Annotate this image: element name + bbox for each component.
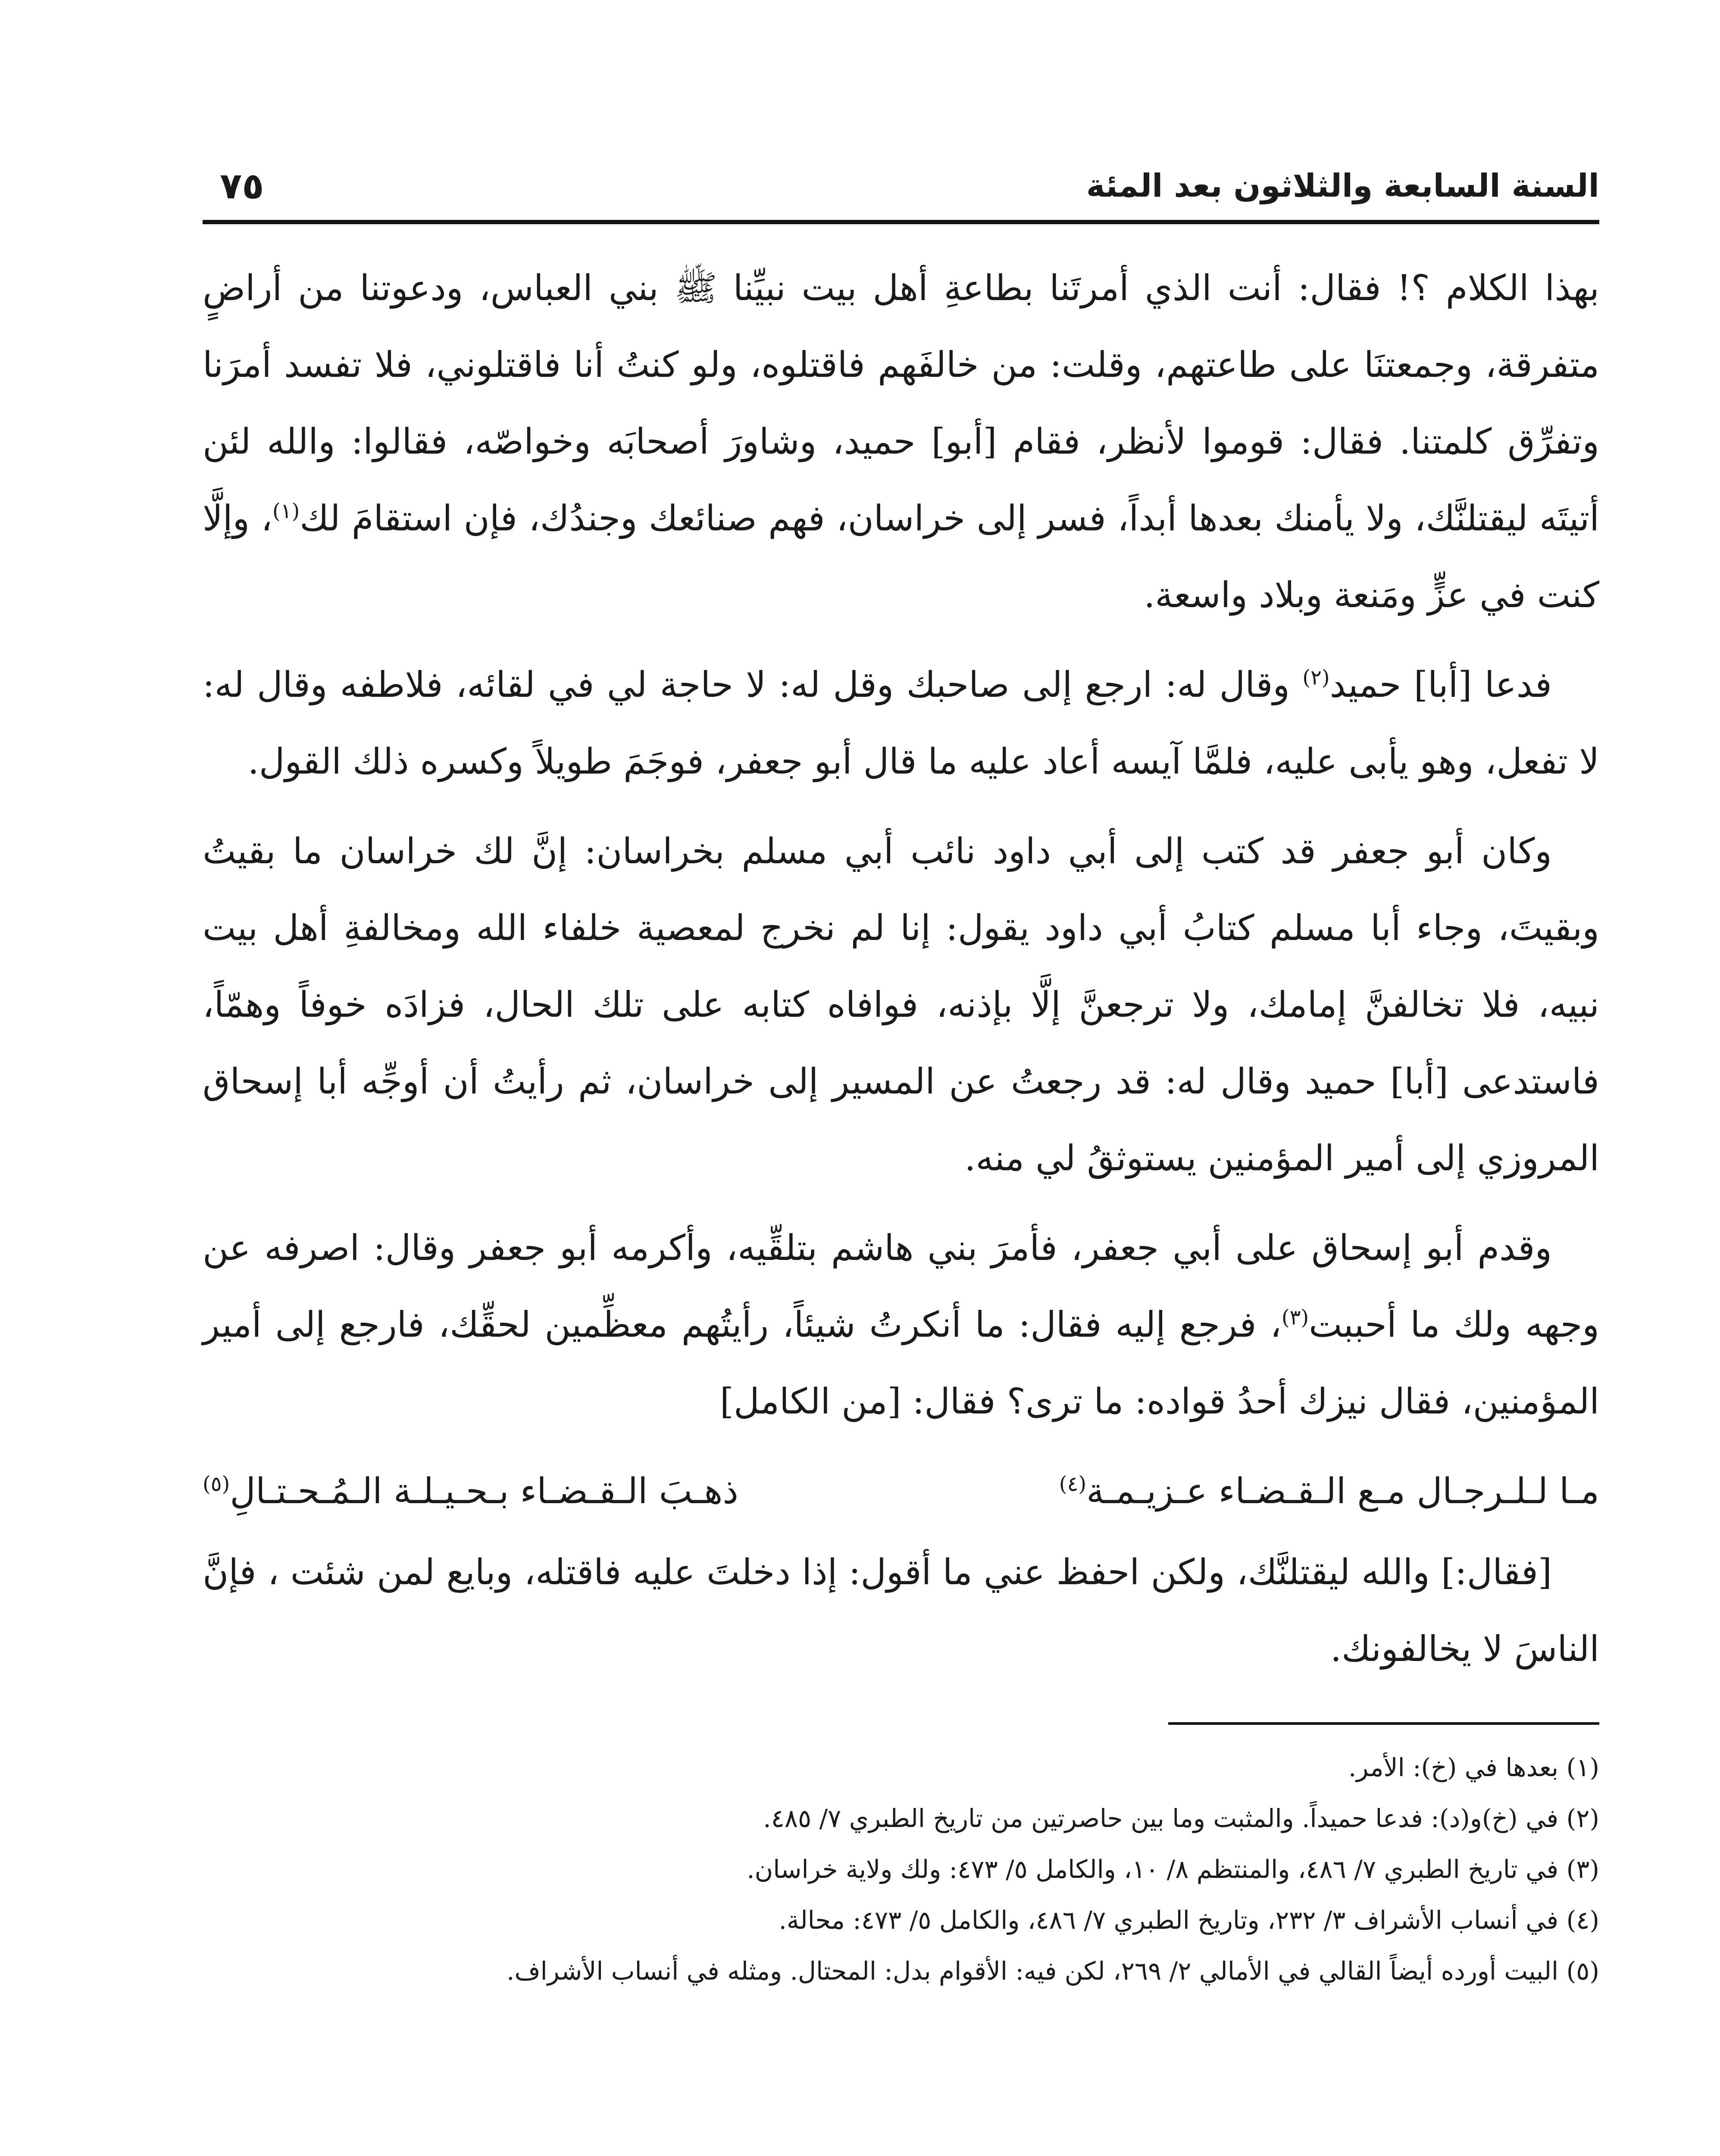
running-title: السنة السابعة والثلاثون بعد المئة — [1086, 167, 1599, 204]
paragraph-text: بهذا الكلام ؟! فقال: أنت الذي أمرتَنا بطاعةِ أهل بيت نبيِّنا ﷺ بني العباس، ودعوتنا من أراضٍ متفرقة، وجمعتنَا على طاعتهم، وقلت: من خالفَهم فاقتلوه، ولو كنتُ أنا فاقتلوني، فلا تفسد أمرَنا وتفرِّق كلمتنا. فقال: قوموا لأنظر، فقام [أبو] حميد، وشاورَ أصحابَه وخواصّه، فقالوا: والله لئن أتيتَه ليقتلنَّك، ولا يأمنك بعدها أبداً، فسر إلى خراسان، فهم صنائعك وجندُك، فإن استقامَ لك — [203, 268, 1599, 539]
footnote-5: (٥) البيت أورده أيضاً القالي في الأمالي ٢/ ٢٦٩، لكن فيه: الأقوام بدل: المحتال. ومثله في أنساب الأشراف. — [507, 1956, 1599, 1986]
footnote-separator — [1168, 1722, 1599, 1725]
page-header — [203, 142, 1599, 224]
footnote-4: (٤) في أنساب الأشراف ٣/ ٢٣٢، وتاريخ الطبري ٧/ ٤٨٦، والكامل ٥/ ٤٧٣: محالة. — [779, 1905, 1599, 1935]
main-text — [203, 250, 1599, 1688]
paragraph-text: وكان أبو جعفر قد كتب إلى أبي داود نائب أبي مسلم بخراسان: إنَّ لك خراسان ما بقيتُ وبقيتَ، وجاء أبا مسلم كتابُ أبي داود يقول: إنا لم نخرج لمعصية خلفاء الله ومخالفةِ أهل بيت نبيه، فلا تخالفنَّ إمامك، ولا ترجعنَّ إلَّا بإذنه، فوافاه كتابه على تلك الحال، فزادَه خوفاً وهمّاً، فاستدعى [أبا] حميد وقال له: قد رجعتُ عن المسير إلى خراسان، ثم رأيتُ أن أوجِّه أبا إسحاق المروزي إلى أمير المؤمنين يستوثقُ لي منه. — [203, 831, 1599, 1179]
hemistich-text: ذهـبَ الـقـضـاء بـحـيـلـة الـمُـحـتـالِ — [230, 1471, 738, 1512]
footnote-marker-1: (١) — [272, 499, 300, 523]
paragraph-text: وقدم أبو إسحاق على أبي جعفر، فأمرَ بني هاشم بتلقِّيه، وأكرمه أبو جعفر وقال: اصرفه عن وجهه ولك ما أحببت — [203, 1228, 1599, 1345]
paragraph-1 — [203, 250, 1599, 634]
footnote-3: (٣) في تاريخ الطبري ٧/ ٤٨٦، والمنتظم ٨/ ١٠، والكامل ٥/ ٤٧٣: ولك ولاية خراسان. — [747, 1855, 1599, 1884]
paragraph-2 — [203, 647, 1599, 800]
paragraph-text: فدعا [أبا] حميد — [1329, 664, 1552, 705]
footnotes — [203, 1742, 1599, 1996]
paragraph-4 — [203, 1210, 1599, 1440]
poem-verse — [203, 1453, 1599, 1530]
paragraph-3 — [203, 813, 1599, 1197]
paragraph-text: ، وإلَّا كنت في عزٍّ ومَنعة وبلاد واسعة. — [203, 498, 1599, 616]
poem-first-hemistich — [1059, 1453, 1599, 1530]
footnote-marker-3: (٣) — [1281, 1305, 1309, 1330]
hemistich-text: مـا لـلـرجـال مـع الـقـضـاء عـزيـمـة — [1086, 1471, 1599, 1512]
page-number: ٧٥ — [220, 165, 264, 207]
footnote-marker-4: (٤) — [1059, 1472, 1087, 1496]
paragraph-text: [فقال:] والله ليقتلنَّك، ولكن احفظ عني ما أقول: إذا دخلتَ عليه فاقتله، وبايع لمن شئت ، فإنَّ الناسَ لا يخالفونك. — [203, 1552, 1599, 1670]
paragraph-text: ، فرجع إليه فقال: ما أنكرتُ شيئاً، رأيتُهم معظِّمين لحقِّك، فارجع إلى أمير المؤمنين، فقال نيزك أحدُ قواده: ما ترى؟ فقال: [من الكامل] — [203, 1304, 1599, 1422]
footnote-marker-2: (٢) — [1302, 665, 1330, 690]
footnote-2: (٢) في (خ)و(د): فدعا حميداً. والمثبت وما بين حاصرتين من تاريخ الطبري ٧/ ٤٨٥. — [763, 1804, 1599, 1833]
paragraph-5 — [203, 1534, 1599, 1688]
poem-second-hemistich — [203, 1453, 738, 1530]
book-page — [203, 142, 1599, 2156]
footnote-marker-5: (٥) — [203, 1472, 230, 1496]
paragraph-text: وقال له: ارجع إلى صاحبك وقل له: لا حاجة لي في لقائه، فلاطفه وقال له: لا تفعل، وهو يأبى عليه، فلمَّا آيسه أعاد عليه ما قال أبو جعفر، فوجَمَ طويلاً وكسره ذلك القول. — [203, 664, 1599, 782]
footnote-1: (١) بعدها في (خ): الأمر. — [1348, 1753, 1599, 1782]
